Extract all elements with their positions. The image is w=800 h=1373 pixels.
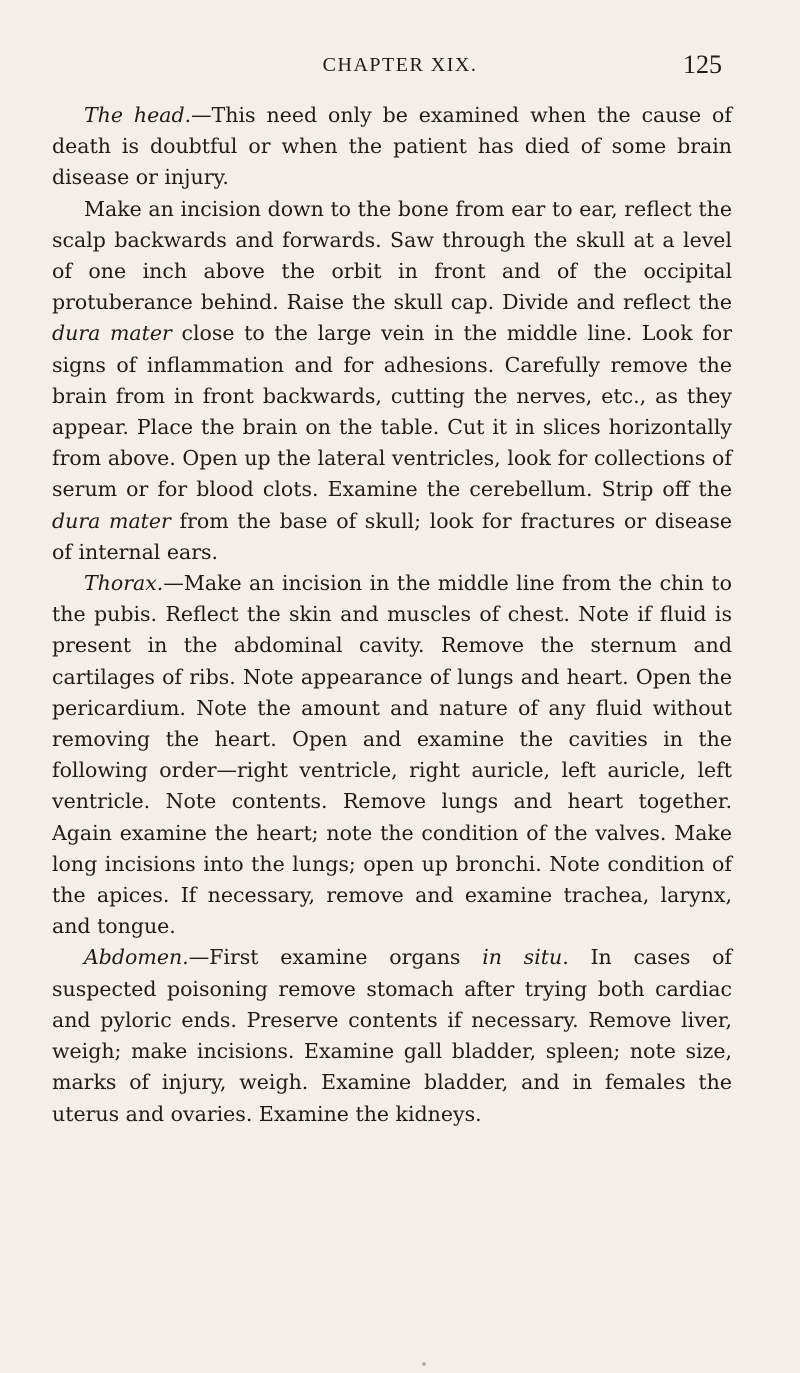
paragraph-text: from the base of skull; look for fractures or disease of internal ears. xyxy=(52,508,732,564)
body-text xyxy=(52,100,732,1130)
running-head xyxy=(0,48,800,84)
paragraph-head-procedure xyxy=(52,194,732,568)
paper-speck xyxy=(422,1362,426,1366)
latin-term: dura mater xyxy=(52,321,172,346)
chapter-heading: CHAPTER XIX. xyxy=(322,54,478,76)
paragraph-abdomen xyxy=(52,942,732,1129)
paragraph-text: —Make an incision in the middle line from the chin to the pubis. Reflect the skin and muscles of chest. Note if fluid is present in the abdominal cavity. Remove the sternum and cartilages of ribs. Note appearance of lungs and heart. Open the pericardium. Note the amount and nature of any fluid without removing the heart. Open and examine the cavities in the following order—right ventricle, right auricle, left auricle, left ventricle. Note contents. Remove lungs and heart together. Again examine the heart; note the condition of the valves. Make long incisions into the lungs; open up bronchi. Note condition of the apices. If necessary, remove and examine trachea, larynx, and tongue. xyxy=(52,571,732,939)
paragraph-thorax xyxy=(52,568,732,942)
latin-term: dura mater xyxy=(52,508,171,533)
paragraph-text: . In cases of suspected poisoning remove stomach after trying both cardiac and pyloric ends. Preserve contents if necessary. Remove liver, weigh; make incisions. Examine gall bladder, spleen; note size, marks of injury, weigh. Examine bladder, and in females the uterus and ovaries. Examine the kidneys. xyxy=(52,945,733,1126)
section-lead-head: The head. xyxy=(84,103,192,127)
paragraph-head xyxy=(52,100,732,194)
paragraph-text: —First examine organs xyxy=(188,945,483,970)
latin-term: in situ xyxy=(482,945,563,970)
page-number: 125 xyxy=(683,50,722,79)
section-lead-abdomen: Abdomen. xyxy=(84,945,189,970)
section-lead-thorax: Thorax. xyxy=(84,571,164,596)
paragraph-text: —This need only be examined when the cause of death is doubtful or when the patient has died of some brain disease or injury. xyxy=(52,103,732,190)
paragraph-text: Make an incision down to the bone from ear to ear, reflect the scalp backwards and forwards. Saw through the skull at a level of one inch above the orbit in front and of the occipital protuberance behind. Raise the skull cap. Divide and reflect the xyxy=(52,196,732,315)
paragraph-text: close to the large vein in the middle line. Look for signs of inflammation and for adhesions. Carefully remove the brain from in front backwards, cutting the nerves, etc., as they appear. Place the brain on the table. Cut it in slices horizontally from above. Open up the lateral ventricles, look for collections of serum or for blood clots. Examine the cerebellum. Strip off the xyxy=(52,321,733,502)
